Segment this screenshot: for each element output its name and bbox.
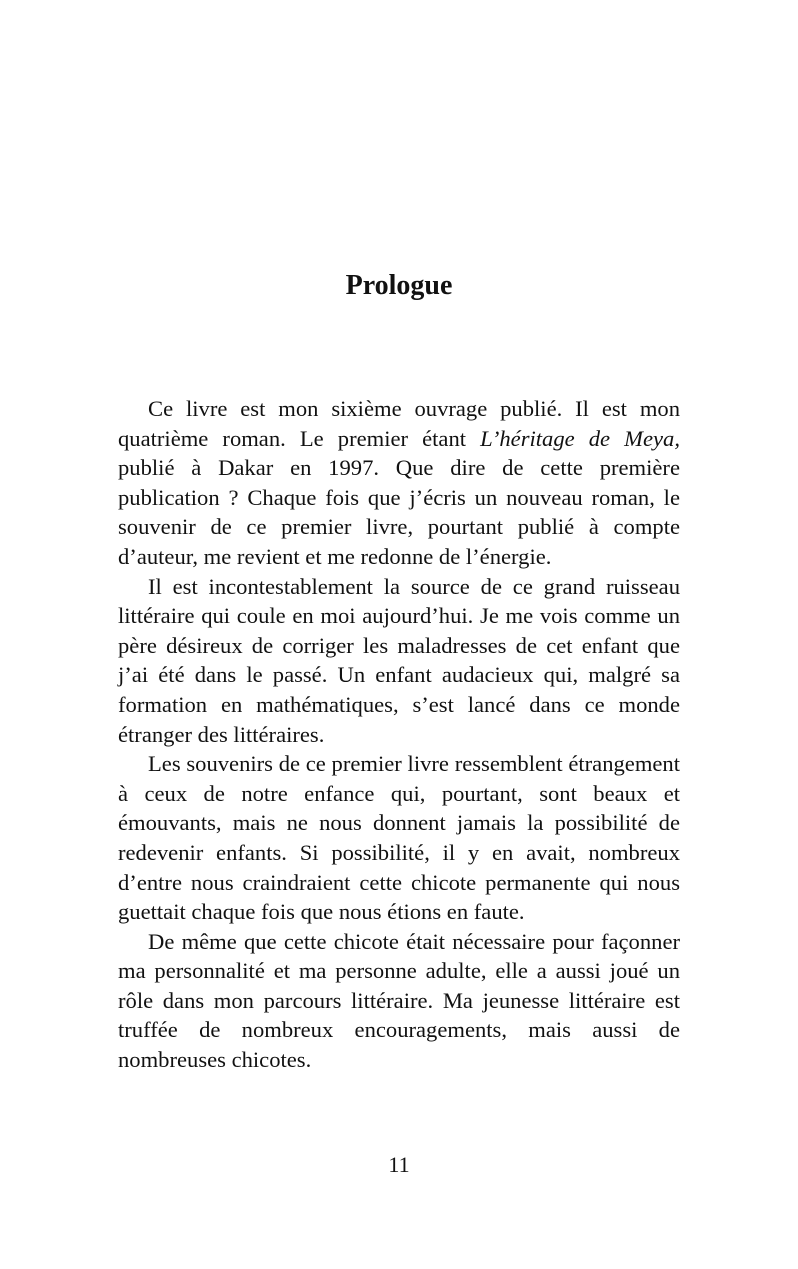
paragraph: De même que cette chicote était nécessaire pour façonner ma personnalité et ma personne adulte, elle a aussi joué un rôle dans mon parcours littéraire. Ma jeunesse littéraire est truffée de nombreux encouragements, mais aussi de nombreuses chicotes. — [118, 928, 680, 1073]
body-text — [118, 394, 680, 1075]
paragraph-text: publié à Dakar en 1997. Que dire de cette première publication ? Chaque fois que j’écris un nouveau roman, le souvenir de ce premier livre, pourtant publié à compte d’auteur, me revient et me redonne de l’énergie. — [118, 455, 680, 569]
paragraph: Il est incontestablement la source de ce grand ruisseau littéraire qui coule en moi aujourd’hui. Je me vois comme un père désireux de corriger les maladresses de cet enfant que j’ai été dans le passé. Un enfant audacieux qui, malgré sa formation en mathématiques, s’est lancé dans ce monde étranger des littéraires. — [118, 573, 680, 747]
page-number: 11 — [388, 1152, 410, 1177]
paragraph-text: Ce livre est mon sixième ouvrage publié. Il est mon quatrième roman. Le premier étant — [118, 396, 680, 451]
paragraph: Les souvenirs de ce premier livre ressemblent étrangement à ceux de notre enfance qui, pourtant, sont beaux et émouvants, mais ne nous donnent jamais la possibilité de redevenir enfants. Si possibilité, il y en avait, nombreux d’entre nous craindraient cette chicote permanente qui nous guettait chaque fois que nous étions en faute. — [118, 751, 680, 925]
paragraph — [118, 394, 680, 572]
book-title: L’héritage de Meya, — [480, 425, 680, 451]
chapter-title: Prologue — [345, 270, 453, 301]
